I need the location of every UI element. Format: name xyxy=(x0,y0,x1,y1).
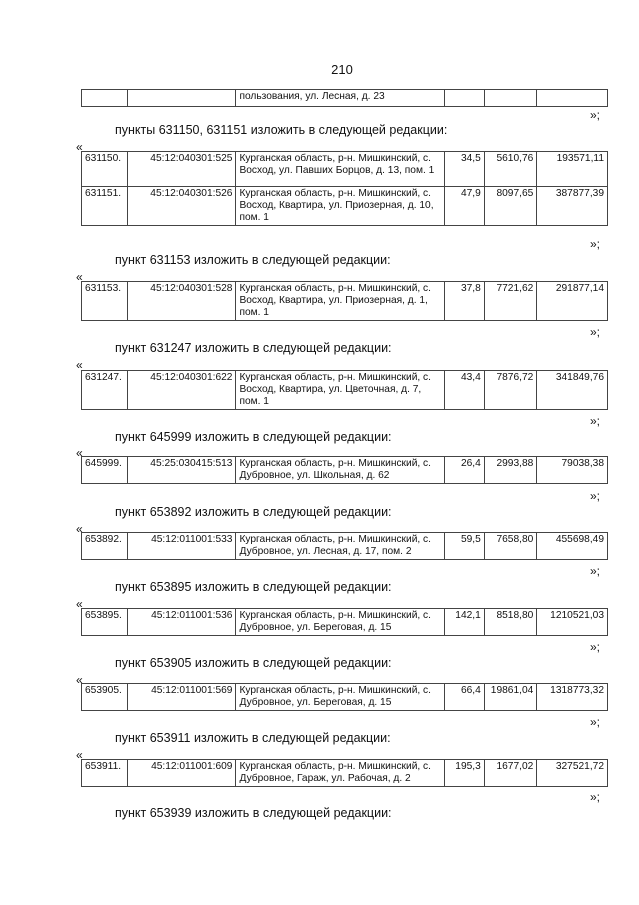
opening-quote: « xyxy=(76,358,83,372)
cell-address: Курганская область, р-н. Мишкинский, с. Восход, Квартира, ул. Приозерная, д. 1, пом. 1 xyxy=(236,282,445,321)
cell-address: Курганская область, р-н. Мишкинский, с. Дубровное, ул. Лесная, д. 17, пом. 2 xyxy=(236,533,445,560)
closing-quote: »; xyxy=(590,414,601,428)
cell-area: 47,9 xyxy=(445,187,484,226)
cell-value1: 7658,80 xyxy=(484,533,536,560)
amendment-instruction: пункт 653939 изложить в следующей редакции: xyxy=(115,806,392,820)
table-row xyxy=(82,187,608,226)
cell-number: 653892. xyxy=(82,533,128,560)
amendment-instruction: пункт 631153 изложить в следующей редакции: xyxy=(115,253,391,267)
cell-cadastral: 45:12:040301:526 xyxy=(128,187,236,226)
cell-address: Курганская область, р-н. Мишкинский, с. Восход, Квартира, ул. Приозерная, д. 10, пом. 1 xyxy=(236,187,445,226)
amendment-instruction: пункт 653905 изложить в следующей редакции: xyxy=(115,656,392,670)
cell-value2: 341849,76 xyxy=(537,371,608,410)
amendment-instruction: пункт 653892 изложить в следующей редакции: xyxy=(115,505,392,519)
cell-number: 631150. xyxy=(82,152,128,187)
cell-value2: 455698,49 xyxy=(537,533,608,560)
cell-cadastral: 45:12:040301:622 xyxy=(128,371,236,410)
cell-value1: 2993,88 xyxy=(484,457,536,484)
cell-address: Курганская область, р-н. Мишкинский, с. Дубровное, ул. Школьная, д. 62 xyxy=(236,457,445,484)
cell-cadastral: 45:12:011001:533 xyxy=(128,533,236,560)
cell-value1: 1677,02 xyxy=(484,760,536,787)
cell-area: 142,1 xyxy=(445,609,484,636)
cell-value1: 8097,65 xyxy=(484,187,536,226)
opening-quote: « xyxy=(76,446,83,460)
amendment-instruction: пункт 631247 изложить в следующей редакции: xyxy=(115,341,392,355)
cell-value1: 7876,72 xyxy=(484,371,536,410)
cell-value1: 19861,04 xyxy=(484,684,536,711)
cell-cadastral: 45:12:040301:525 xyxy=(128,152,236,187)
registry-table xyxy=(81,151,608,226)
cell-number xyxy=(82,90,128,107)
cell-value2 xyxy=(537,90,608,107)
registry-table xyxy=(81,759,608,787)
cell-cadastral: 45:12:040301:528 xyxy=(128,282,236,321)
table-row xyxy=(82,371,608,410)
registry-table xyxy=(81,456,608,484)
amendment-instruction: пункты 631150, 631151 изложить в следующей редакции: xyxy=(115,123,448,137)
opening-quote: « xyxy=(76,748,83,762)
continuation-table xyxy=(81,89,608,107)
table-row xyxy=(82,152,608,187)
cell-address: Курганская область, р-н. Мишкинский, с. Дубровное, Гараж, ул. Рабочая, д. 2 xyxy=(236,760,445,787)
cell-number: 653911. xyxy=(82,760,128,787)
cell-area: 59,5 xyxy=(445,533,484,560)
cell-value1: 5610,76 xyxy=(484,152,536,187)
table-row xyxy=(82,282,608,321)
cell-value1: 8518,80 xyxy=(484,609,536,636)
amendment-instruction: пункт 653895 изложить в следующей редакции: xyxy=(115,580,392,594)
opening-quote: « xyxy=(76,597,83,611)
cell-value2: 291877,14 xyxy=(537,282,608,321)
cell-number: 653895. xyxy=(82,609,128,636)
amendment-instruction: пункт 653911 изложить в следующей редакции: xyxy=(115,731,391,745)
cell-value2: 387877,39 xyxy=(537,187,608,226)
opening-quote: « xyxy=(76,673,83,687)
cell-area: 195,3 xyxy=(445,760,484,787)
closing-quote: »; xyxy=(590,564,601,578)
closing-quote: »; xyxy=(590,790,601,804)
table-row xyxy=(82,533,608,560)
cell-value2: 193571,11 xyxy=(537,152,608,187)
table-row xyxy=(82,90,608,107)
closing-quote: »; xyxy=(590,237,601,251)
cell-cadastral xyxy=(128,90,236,107)
cell-area: 34,5 xyxy=(445,152,484,187)
registry-table xyxy=(81,370,608,410)
table-row xyxy=(82,684,608,711)
cell-value2: 79038,38 xyxy=(537,457,608,484)
cell-number: 631151. xyxy=(82,187,128,226)
cell-area: 43,4 xyxy=(445,371,484,410)
cell-number: 653905. xyxy=(82,684,128,711)
cell-cadastral: 45:12:011001:609 xyxy=(128,760,236,787)
cell-address: Курганская область, р-н. Мишкинский, с. Дубровное, ул. Береговая, д. 15 xyxy=(236,609,445,636)
cell-cadastral: 45:12:011001:569 xyxy=(128,684,236,711)
cell-area: 37,8 xyxy=(445,282,484,321)
registry-table xyxy=(81,532,608,560)
cell-number: 631153. xyxy=(82,282,128,321)
cell-cadastral: 45:25:030415:513 xyxy=(128,457,236,484)
cell-area xyxy=(445,90,484,107)
page-number: 210 xyxy=(331,62,353,77)
cell-cadastral: 45:12:011001:536 xyxy=(128,609,236,636)
table-row xyxy=(82,609,608,636)
registry-table xyxy=(81,608,608,636)
cell-address: пользования, ул. Лесная, д. 23 xyxy=(236,90,445,107)
closing-quote: »; xyxy=(590,715,601,729)
cell-value1 xyxy=(484,90,536,107)
table-row xyxy=(82,760,608,787)
closing-quote: »; xyxy=(590,325,601,339)
opening-quote: « xyxy=(76,522,83,536)
cell-value2: 1210521,03 xyxy=(537,609,608,636)
registry-table xyxy=(81,281,608,321)
table-row xyxy=(82,457,608,484)
cell-address: Курганская область, р-н. Мишкинский, с. Дубровное, ул. Береговая, д. 15 xyxy=(236,684,445,711)
amendment-instruction: пункт 645999 изложить в следующей редакции: xyxy=(115,430,392,444)
cell-number: 645999. xyxy=(82,457,128,484)
closing-quote: »; xyxy=(590,489,601,503)
cell-address: Курганская область, р-н. Мишкинский, с. Восход, Квартира, ул. Цветочная, д. 7, пом. 1 xyxy=(236,371,445,410)
cell-area: 66,4 xyxy=(445,684,484,711)
cell-value1: 7721,62 xyxy=(484,282,536,321)
cell-value2: 1318773,32 xyxy=(537,684,608,711)
cell-value2: 327521,72 xyxy=(537,760,608,787)
cell-area: 26,4 xyxy=(445,457,484,484)
closing-quote: »; xyxy=(590,108,601,122)
cell-address: Курганская область, р-н. Мишкинский, с. Восход, ул. Павших Борцов, д. 13, пом. 1 xyxy=(236,152,445,187)
registry-table xyxy=(81,683,608,711)
opening-quote: « xyxy=(76,270,83,284)
closing-quote: »; xyxy=(590,640,601,654)
cell-number: 631247. xyxy=(82,371,128,410)
opening-quote: « xyxy=(76,140,83,154)
